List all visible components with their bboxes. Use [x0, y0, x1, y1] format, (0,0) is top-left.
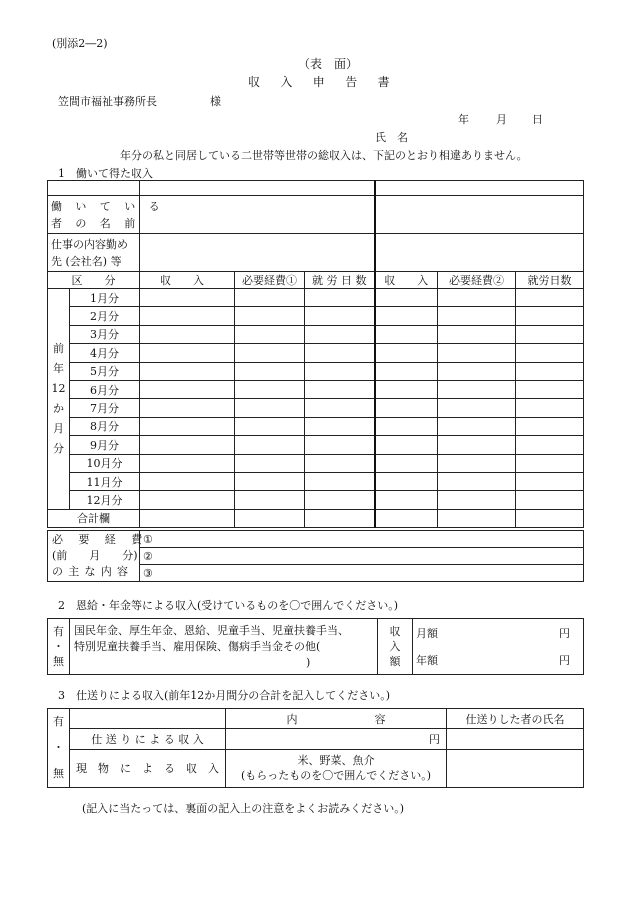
monthly-yen: 円 — [559, 626, 570, 640]
month-days-1[interactable] — [305, 399, 375, 417]
month-income-1[interactable] — [140, 344, 235, 362]
month-expense-1[interactable] — [235, 307, 305, 325]
month-label: 8月分 — [70, 417, 140, 435]
blank-cell — [48, 181, 140, 196]
month-days-2[interactable] — [516, 454, 584, 472]
month-label: 7月分 — [70, 399, 140, 417]
month-expense-1[interactable] — [235, 344, 305, 362]
month-label: 3月分 — [70, 325, 140, 343]
job-label-line1: 仕事の内容勤め — [51, 237, 128, 251]
form-side: （表 面） — [298, 57, 359, 71]
earned-income-table — [47, 180, 584, 528]
month-label: 11月分 — [70, 472, 140, 490]
month-days-2[interactable] — [516, 362, 584, 380]
pension-items[interactable] — [70, 619, 378, 675]
section2-title: 2 恩給・年金等による収入(受けているものを〇で囲んでください。) — [58, 599, 399, 612]
month-row — [48, 417, 584, 435]
allowance-no: 無 — [53, 767, 64, 780]
expense-row-1[interactable]: ① — [140, 531, 584, 548]
month-income-1[interactable] — [140, 491, 235, 509]
month-expense-2[interactable] — [438, 491, 516, 509]
pension-yes-no[interactable]: 有 ・ 無 — [48, 619, 70, 675]
month-income-2[interactable] — [375, 436, 438, 454]
month-expense-2[interactable] — [438, 380, 516, 398]
month-days-2[interactable] — [516, 344, 584, 362]
month-days-1[interactable] — [305, 344, 375, 362]
total-expense-1[interactable] — [235, 509, 305, 527]
col-content: 内 容 — [226, 709, 447, 729]
month-days-1[interactable] — [305, 417, 375, 435]
job-label-line2: 先 (会社名) 等 — [51, 254, 122, 268]
month-days-2[interactable] — [516, 307, 584, 325]
month-row — [48, 380, 584, 398]
month-income-2[interactable] — [375, 307, 438, 325]
date-month: 月 — [496, 113, 507, 126]
allowance-dot: ・ — [53, 741, 64, 754]
month-income-1[interactable] — [140, 362, 235, 380]
worker-name-label-line2: 者 の 名 前 — [51, 216, 141, 230]
month-days-1[interactable] — [305, 362, 375, 380]
date-day: 日 — [532, 113, 543, 126]
month-row — [48, 289, 584, 307]
worker2-job-field[interactable] — [375, 234, 584, 272]
month-days-2[interactable] — [516, 491, 584, 509]
expense-label — [48, 531, 145, 582]
month-row — [48, 472, 584, 490]
worker2-header[interactable] — [375, 181, 584, 196]
month-income-2[interactable] — [375, 344, 438, 362]
goods-line2: (もらったものを〇で囲んでください。) — [240, 769, 432, 783]
month-days-1[interactable] — [305, 454, 375, 472]
month-expense-2[interactable] — [438, 472, 516, 490]
pension-items-close: ) — [306, 655, 311, 669]
col-expense-2: 必要経費② — [438, 272, 516, 289]
allowance-table — [47, 708, 584, 788]
month-expense-1[interactable] — [235, 362, 305, 380]
col-days-2: 就労日数 — [516, 272, 584, 289]
month-income-1[interactable] — [140, 417, 235, 435]
month-expense-2[interactable] — [438, 417, 516, 435]
worker-name-label-line1: 働 い て い る — [51, 199, 165, 213]
month-row — [48, 399, 584, 417]
month-expense-2[interactable] — [438, 307, 516, 325]
month-label: 2月分 — [70, 307, 140, 325]
month-days-2[interactable] — [516, 436, 584, 454]
month-income-2[interactable] — [375, 417, 438, 435]
yearly-label: 年額 — [416, 654, 438, 668]
month-days-1[interactable] — [305, 325, 375, 343]
month-income-2[interactable] — [375, 472, 438, 490]
expense-row-3[interactable]: ③ — [140, 565, 584, 582]
section3-title: 3 仕送りによる収入(前年12か月間分の合計を記入してください。) — [58, 689, 391, 702]
month-label: 5月分 — [70, 362, 140, 380]
form-title: 収 入 申 告 書 — [248, 75, 394, 89]
month-income-1[interactable] — [140, 472, 235, 490]
month-days-1[interactable] — [305, 436, 375, 454]
expense-details-table — [47, 530, 584, 582]
col-sender: 仕送りした者の氏名 — [447, 709, 584, 729]
month-expense-1[interactable] — [235, 325, 305, 343]
allowance-yes: 有 — [53, 715, 64, 728]
footer-note: (記入に当たっては、裏面の記入上の注意をよくお読みください。) — [82, 802, 405, 815]
col-kubun: 区 分 — [48, 272, 140, 289]
allowance-yes-no[interactable] — [48, 709, 70, 788]
total-days-2[interactable] — [516, 509, 584, 527]
month-income-2[interactable] — [375, 380, 438, 398]
month-income-2[interactable] — [375, 399, 438, 417]
month-income-1[interactable] — [140, 289, 235, 307]
month-row — [48, 325, 584, 343]
cash-allowance-field[interactable] — [226, 729, 447, 749]
total-days-1[interactable] — [305, 509, 375, 527]
goods-line1: 米、野菜、魚介 — [297, 754, 375, 768]
cash-allowance-label: 仕 送 り に よ る 収 入 — [70, 729, 226, 749]
month-income-1[interactable] — [140, 399, 235, 417]
month-income-1[interactable] — [140, 436, 235, 454]
section1-title: 1 働いて得た収入 — [58, 167, 153, 180]
month-expense-1[interactable] — [235, 417, 305, 435]
job-label — [48, 234, 140, 272]
month-income-1[interactable] — [140, 325, 235, 343]
month-row — [48, 362, 584, 380]
month-expense-2[interactable] — [438, 454, 516, 472]
total-expense-2[interactable] — [438, 509, 516, 527]
pension-items-line2: 特別児童扶養手当、雇用保険、傷病手当金その他( — [74, 639, 321, 653]
month-income-1[interactable] — [140, 307, 235, 325]
date-year: 年 — [458, 113, 469, 126]
month-days-1[interactable] — [305, 491, 375, 509]
month-expense-2[interactable] — [438, 325, 516, 343]
expense-row-2[interactable]: ② — [140, 548, 584, 565]
col-income-2: 収 入 — [375, 272, 438, 289]
month-row — [48, 454, 584, 472]
pension-items-line1: 国民年金、厚生年金、恩給、児童手当、児童扶養手当、 — [74, 623, 349, 637]
declaration-text: 年分の私と同居している二世帯等世帯の総収入は、下記のとおり相違ありません。 — [120, 149, 528, 162]
worker1-header[interactable] — [140, 181, 375, 196]
month-days-1[interactable] — [305, 472, 375, 490]
monthly-label: 月額 — [416, 626, 438, 640]
cash-sender-field[interactable] — [447, 729, 584, 749]
goods-allowance-field[interactable] — [226, 749, 447, 787]
month-label: 9月分 — [70, 436, 140, 454]
addressee: 笠間市福祉事務所長 — [58, 95, 157, 108]
total-label: 合計欄 — [48, 509, 140, 527]
month-label: 10月分 — [70, 454, 140, 472]
month-expense-1[interactable] — [235, 472, 305, 490]
month-days-2[interactable] — [516, 289, 584, 307]
month-income-2[interactable] — [375, 325, 438, 343]
month-expense-2[interactable] — [438, 362, 516, 380]
month-expense-1[interactable] — [235, 436, 305, 454]
col-expense-1: 必要経費① — [235, 272, 305, 289]
yearly-yen: 円 — [559, 654, 570, 668]
yearly-amount-field[interactable] — [413, 647, 584, 675]
month-days-1[interactable] — [305, 289, 375, 307]
goods-allowance-label: 現 物 に よ る 収 入 — [70, 749, 226, 787]
month-days-2[interactable] — [516, 399, 584, 417]
expense-label-line1: 必 要 経 費 — [52, 533, 145, 546]
col-income-1: 収 入 — [140, 272, 235, 289]
month-days-1[interactable] — [305, 380, 375, 398]
month-row — [48, 307, 584, 325]
month-days-2[interactable] — [516, 417, 584, 435]
total-income-2[interactable] — [375, 509, 438, 527]
pension-table — [47, 618, 584, 675]
blank-header — [70, 709, 226, 729]
month-expense-1[interactable] — [235, 399, 305, 417]
month-expense-1[interactable] — [235, 491, 305, 509]
worker1-job-field[interactable] — [140, 234, 375, 272]
total-income-1[interactable] — [140, 509, 235, 527]
worker1-name-field[interactable] — [140, 196, 375, 234]
worker-name-label — [48, 196, 165, 234]
monthly-amount-field[interactable] — [413, 619, 584, 647]
income-amount-label: 収 入 額 — [378, 619, 413, 675]
period-label: 前 年 12 か 月 分 — [48, 289, 70, 510]
month-label: 6月分 — [70, 380, 140, 398]
annex-number: (別添2―2) — [52, 37, 108, 50]
month-income-2[interactable] — [375, 289, 438, 307]
month-expense-2[interactable] — [438, 399, 516, 417]
month-row — [48, 344, 584, 362]
cash-yen: 円 — [429, 732, 440, 746]
month-days-2[interactable] — [516, 380, 584, 398]
month-label: 1月分 — [70, 289, 140, 307]
month-expense-1[interactable] — [235, 380, 305, 398]
expense-label-line2: (前 月 分) — [52, 549, 138, 562]
worker2-name-field[interactable] — [375, 196, 584, 234]
month-income-2[interactable] — [375, 362, 438, 380]
month-income-1[interactable] — [140, 454, 235, 472]
month-label: 12月分 — [70, 491, 140, 509]
goods-sender-field[interactable] — [447, 749, 584, 787]
col-days-1: 就 労 日 数 — [305, 272, 375, 289]
month-income-2[interactable] — [375, 454, 438, 472]
applicant-name-label: 氏 名 — [375, 131, 408, 144]
month-row — [48, 436, 584, 454]
month-income-1[interactable] — [140, 380, 235, 398]
month-expense-2[interactable] — [438, 436, 516, 454]
month-days-2[interactable] — [516, 325, 584, 343]
month-income-2[interactable] — [375, 491, 438, 509]
honorific: 様 — [210, 95, 221, 108]
month-expense-2[interactable] — [438, 344, 516, 362]
month-expense-1[interactable] — [235, 289, 305, 307]
month-expense-2[interactable] — [438, 289, 516, 307]
month-row — [48, 491, 584, 509]
month-expense-1[interactable] — [235, 454, 305, 472]
month-days-2[interactable] — [516, 472, 584, 490]
expense-label-line3: の 主 な 内 容 — [52, 565, 129, 578]
month-label: 4月分 — [70, 344, 140, 362]
month-days-1[interactable] — [305, 307, 375, 325]
